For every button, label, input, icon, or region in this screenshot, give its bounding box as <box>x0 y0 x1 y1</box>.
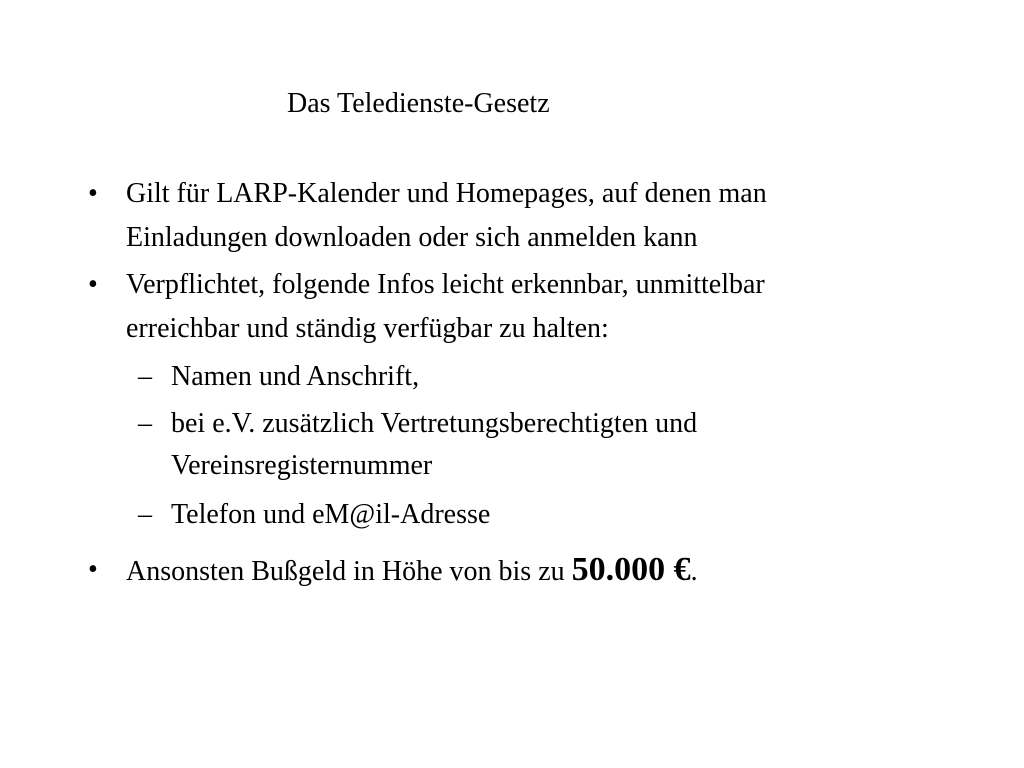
subbullet-text-line: Namen und Anschrift, <box>171 361 420 392</box>
bullet-text-line <box>126 548 926 594</box>
fine-amount: 50.000 € <box>571 551 691 588</box>
subbullet-item-name-address <box>138 355 871 399</box>
slide-title: Das Teledienste-Gesetz <box>287 88 550 119</box>
subbullet-marker: – <box>138 408 152 439</box>
bullet-text-line: Gilt für LARP-Kalender und Homepages, auf denen man <box>126 178 767 209</box>
bullet-item-applies-to <box>88 172 926 260</box>
bullet-item-fine <box>88 548 926 594</box>
bullet-marker: • <box>88 178 98 209</box>
subbullet-marker: – <box>138 361 152 392</box>
bullet-marker: • <box>88 554 98 585</box>
subbullet-item-contact <box>138 493 871 537</box>
bullet-text-line: erreichbar und ständig verfügbar zu halten: <box>126 313 609 344</box>
bullet-item-obligation <box>88 263 926 351</box>
fine-period: . <box>690 556 698 587</box>
bullet-text-line: Verpflichtet, folgende Infos leicht erkennbar, unmittelbar <box>126 269 765 300</box>
subbullet-item-association <box>138 402 871 488</box>
subbullet-marker: – <box>138 499 152 530</box>
subbullet-text-line: Vereinsregisternummer <box>171 450 433 481</box>
fine-text: Ansonsten Bußgeld in Höhe von bis zu <box>126 556 572 587</box>
bullet-text-line: Einladungen downloaden oder sich anmelden kann <box>126 222 698 253</box>
subbullet-text-line: Telefon und eM@il-Adresse <box>171 499 491 530</box>
bullet-marker: • <box>88 269 98 300</box>
subbullet-text-line: bei e.V. zusätzlich Vertretungsberechtigten und <box>171 408 698 439</box>
